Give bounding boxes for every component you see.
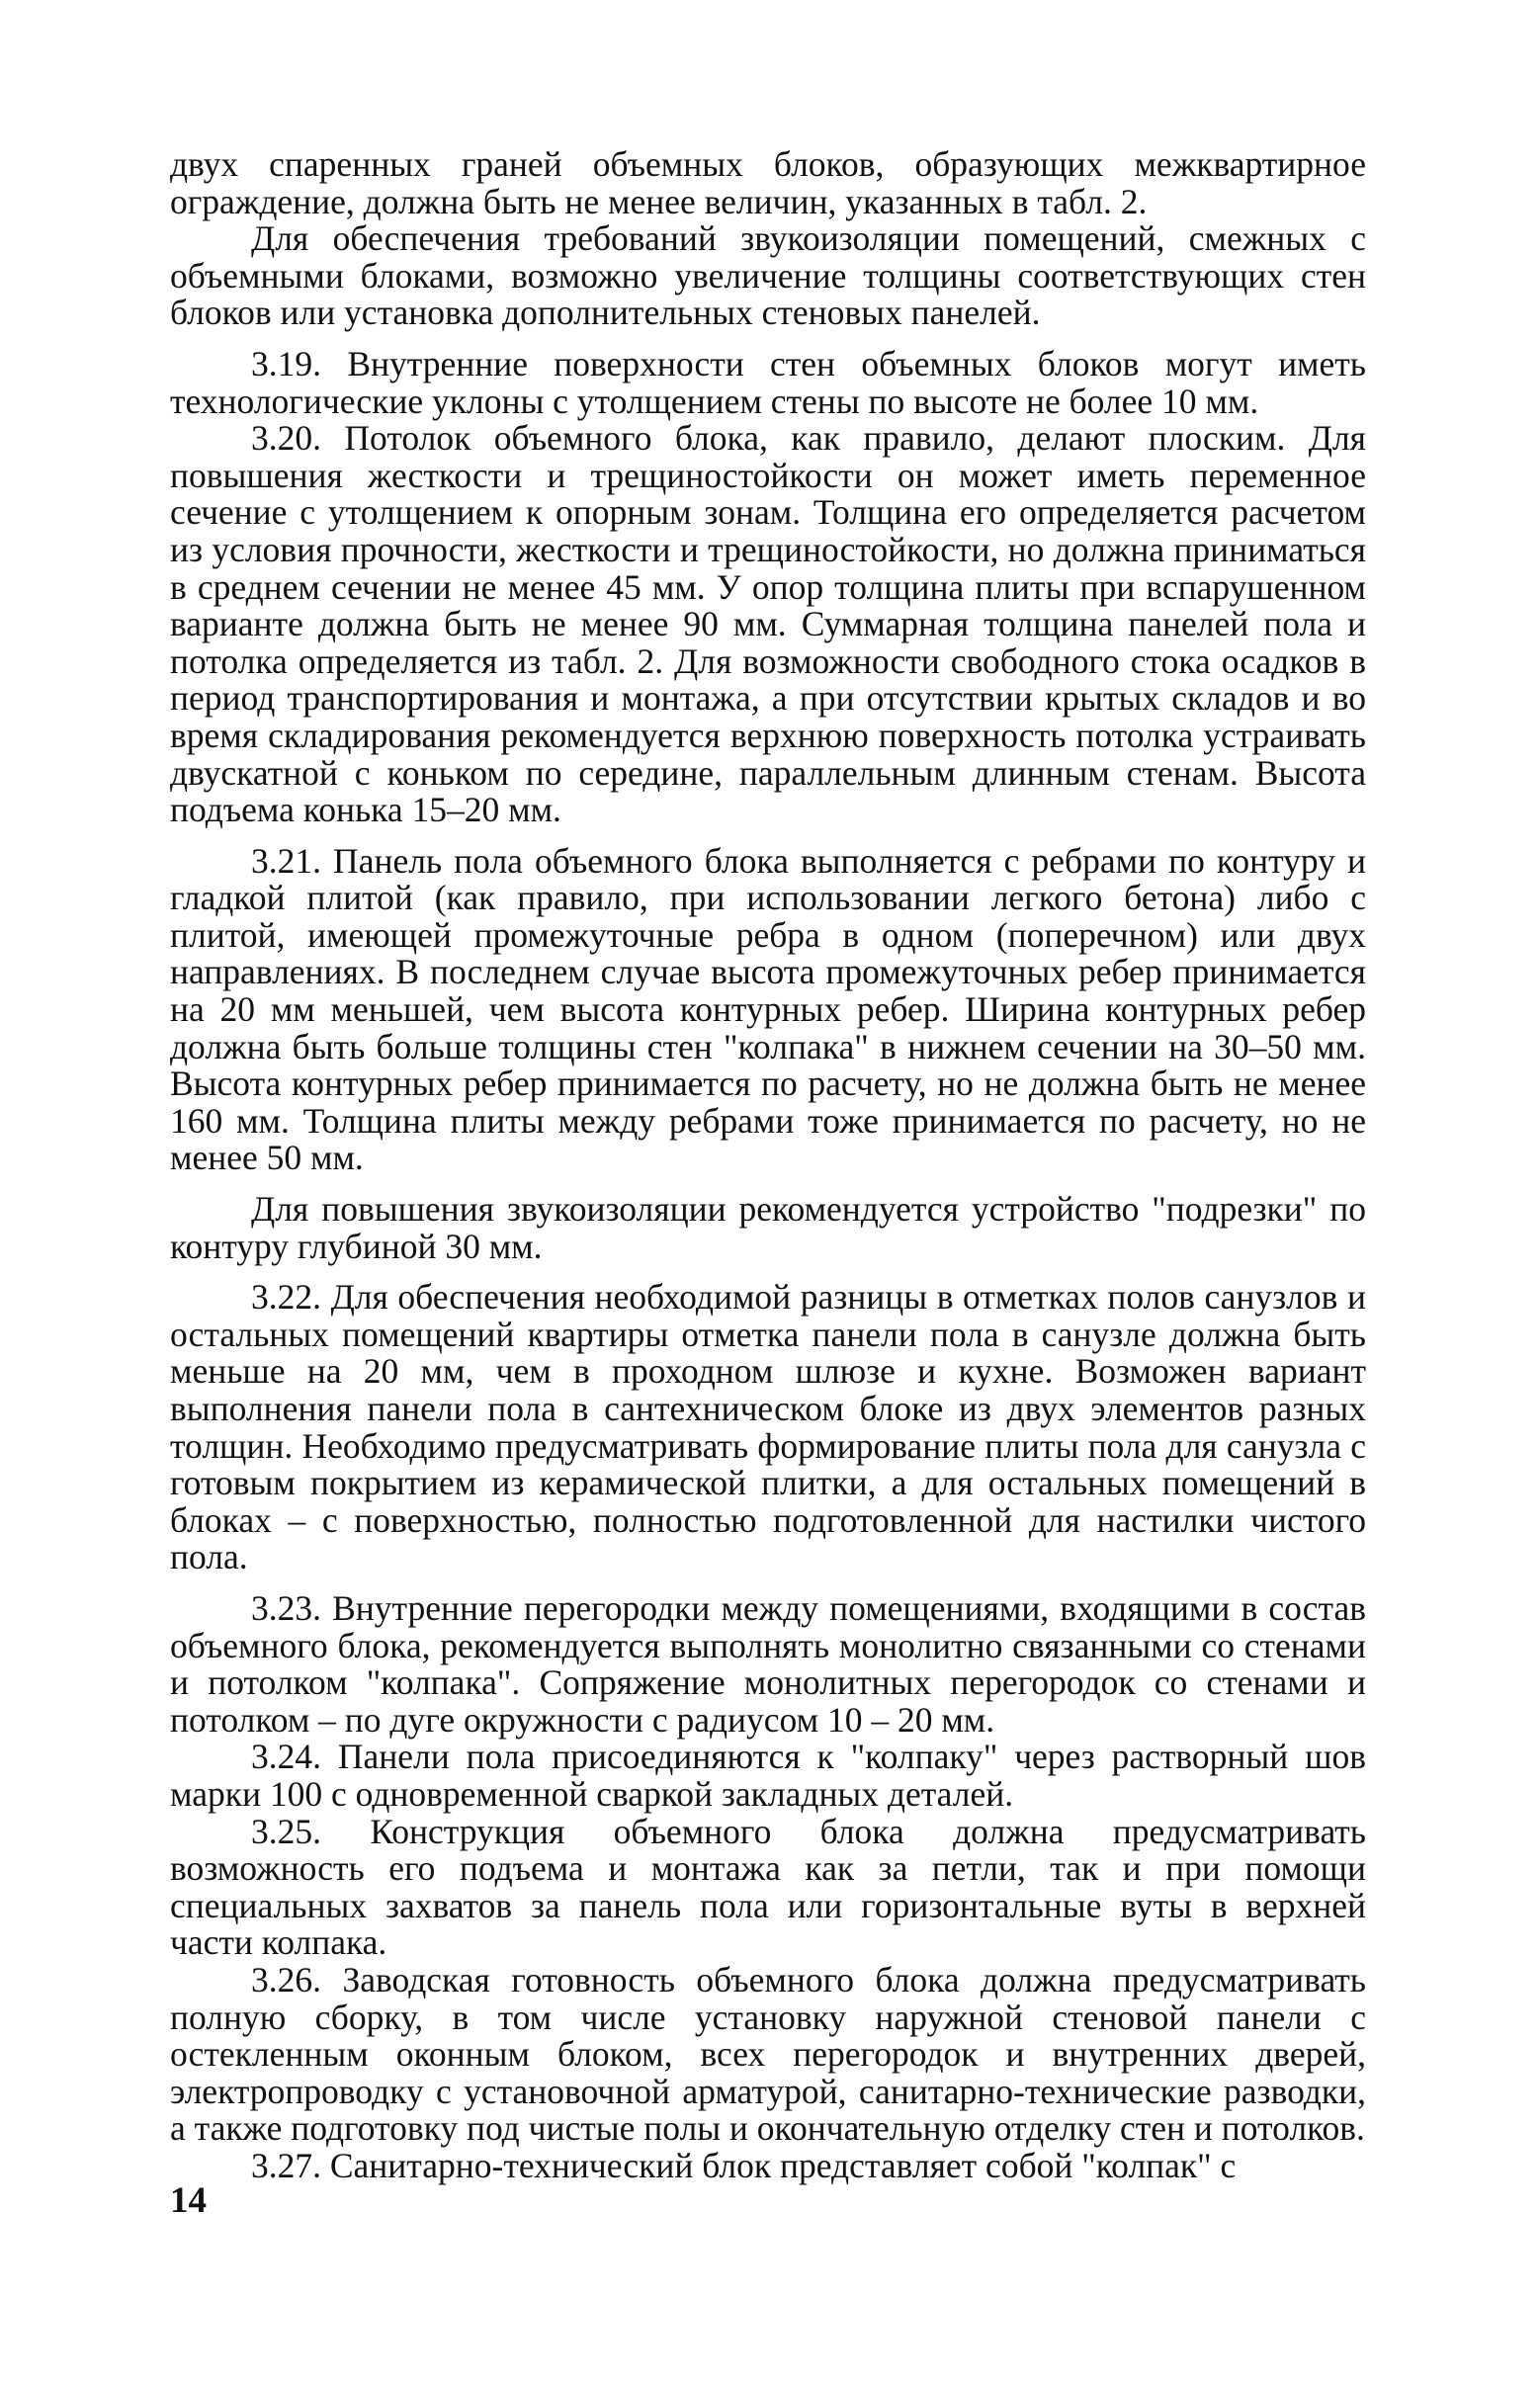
paragraph-3-23: 3.23. Внутренние перегородки между помещениями, входящими в состав объемного блока, рекомендуется выполнять монолитно связанными со стенами и потолком "колпака". Сопряжение монолитных перегородок со стенами и потолком – по дуге окружности с радиусом 10 – 20 мм. bbox=[170, 1587, 1366, 1740]
paragraph-3-21: 3.21. Панель пола объемного блока выполняется с ребрами по контуру и гладкой плитой (как правило, при использовании легкого бетона) либо с плитой, имеющей промежуточные ребра в одном (поперечном) или двух направлениях. В последнем случае высота промежуточных ребер принимается на 20 мм меньшей, чем высота контурных ребер. Ширина контурных ребер должна быть больше толщины стен "колпака" в нижнем сечении на 30–50 мм. Высота контурных ребер принимается по расчету, но не должна быть не менее 160 мм. Толщина плиты между ребрами тоже принимается по расчету, но не менее 50 мм. bbox=[170, 840, 1366, 1178]
page-number: 14 bbox=[170, 2180, 207, 2221]
paragraph-3-22: 3.22. Для обеспечения необходимой разницы в отметках полов санузлов и остальных помещений квартиры отметка панели пола в санузле должна быть меньше на 20 мм, чем в проходном шлюзе и кухне. Возможен вариант выполнения панели пола в сантехническом блоке из двух элементов разных толщин. Необходимо предусматривать формирование плиты пола для санузла с готовым покрытием из керамической плитки, а для остальных помещений в блоках – с поверхностью, полностью подготовленной для настилки чистого пола. bbox=[170, 1277, 1366, 1577]
paragraph-3-19: 3.19. Внутренние поверхности стен объемных блоков могут иметь технологические уклоны с утолщением стены по высоте не более 10 мм. bbox=[170, 343, 1366, 421]
paragraph-3-27: 3.27. Санитарно-технический блок представляет собой "колпак" с bbox=[251, 2145, 1237, 2185]
paragraph-3-25: 3.25. Конструкция объемного блока должна предусматривать возможность его подъема и монтажа как за петли, так и при помощи специальных захватов за панель пола или горизонтальные вуты в верхней части колпака. bbox=[170, 1811, 1366, 1963]
page-body bbox=[170, 146, 1366, 2184]
paragraph-sound-insulation: Для обеспечения требований звукоизоляции помещений, смежных с объемными блоками, возможно увеличение толщины соответствующих стен блоков или установка дополнительных стеновых панелей. bbox=[170, 218, 1366, 333]
paragraph-3-26: 3.26. Заводская готовность объемного блока должна предусматривать полную сборку, в том числе установку наружной стеновой панели с остекленным оконным блоком, всех перегородок и внутренних дверей, электропроводку с установочной арматурой, санитарно-технические разводки, а также подготовку под чистые полы и окончательную отделку стен и потолков. bbox=[170, 1959, 1366, 2149]
paragraph-3-20: 3.20. Потолок объемного блока, как правило, делают плоским. Для повышения жесткости и трещиностойкости он может иметь переменное сечение с утолщением к опорным зонам. Толщина его определяется расчетом из условия прочности, жесткости и трещиностойкости, но должна приниматься в среднем сечении не менее 45 мм. У опор толщина плиты при вспарушенном варианте должна быть не менее 90 мм. Суммарная толщина панелей пола и потолка определяется из табл. 2. Для возможности свободного стока осадков в период транспортирования и монтажа, а при отсутствии крытых складов и во время складирования рекомендуется верхнюю поверхность потолка устраивать двускатной с коньком по середине, параллельным длинным стенам. Высота подъема конька 15–20 мм. bbox=[170, 418, 1366, 830]
paragraph-3-24: 3.24. Панели пола присоединяются к "колпаку" через растворный шов марки 100 с одновременной сваркой закладных деталей. bbox=[170, 1737, 1366, 1814]
paragraph-continuation: двух спаренных граней объемных блоков, образующих межквартирное ограждение, должна быть не менее величин, указанных в табл. 2. bbox=[170, 144, 1366, 221]
paragraph-sound-insulation-cut: Для повышения звукоизоляции рекомендуется устройство "подрезки" по контуру глубиной 30 мм. bbox=[170, 1189, 1366, 1266]
